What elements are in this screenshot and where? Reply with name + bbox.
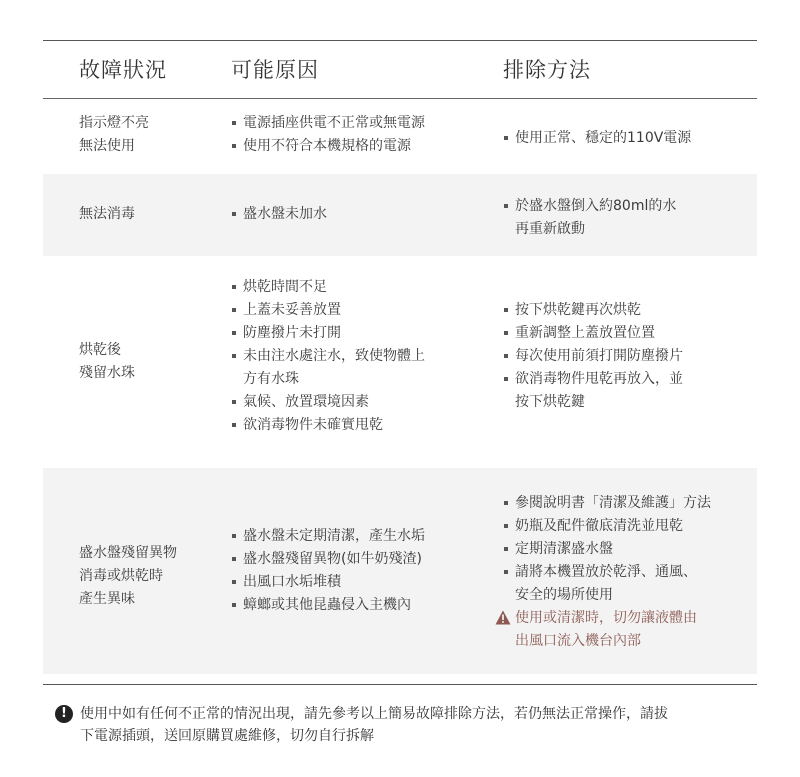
list-item: 於盛水盤倒入約80ml的水 再重新啟動 [503,195,676,241]
header-cause: 可能原因 [231,58,319,82]
symptom-cell [79,112,149,158]
list-item: 使用正常、穩定的110V電源 [503,127,691,150]
symptom-line: 殘留水珠 [79,365,135,381]
exclamation-circle-icon: ! [55,705,73,723]
symptom-line: 無法消毒 [79,206,135,222]
note-line: 使用中如有任何不正常的情況出現，請先參考以上簡易故障排除方法，若仍無法正常操作，請拔 [80,706,668,722]
solutions-cell [503,299,683,414]
list-item: 氣候、放置環境因素 [231,391,425,414]
symptom-line: 產生異味 [79,591,135,607]
solutions-cell [503,195,676,241]
header-solution: 排除方法 [503,58,591,82]
causes-cell [231,112,425,158]
note-text [55,703,755,747]
solutions-cell [503,127,691,150]
solutions-cell [503,492,711,653]
list-item: 未由注水處注水，致使物體上 方有水珠 [231,345,425,391]
list-item: 上蓋未妥善放置 [231,299,425,322]
warning-line: 出風口流入機台內部 [515,633,641,649]
list-item: 定期清潔盛水盤 [503,538,711,561]
list-item: 盛水盤未加水 [231,203,327,226]
list-item: 盛水盤未定期清潔，產生水垢 [231,525,425,548]
note-line: 下電源插頭，送回原購買處維修，切勿自行拆解 [80,728,374,744]
list-item: 防塵撥片未打開 [231,322,425,345]
list-item: 欲消毒物件甩乾再放入，並 按下烘乾鍵 [503,368,683,414]
symptom-cell [79,203,135,226]
list-item: 蟑螂或其他昆蟲侵入主機內 [231,594,425,617]
header-symptom: 故障狀況 [79,58,167,82]
warning-note [503,607,711,653]
causes-cell [231,276,425,437]
symptom-cell [79,542,177,611]
list-item: 使用不符合本機規格的電源 [231,135,425,158]
symptom-line: 消毒或烘乾時 [79,568,163,584]
causes-cell [231,525,425,617]
table-row [43,174,757,256]
list-item: 出風口水垢堆積 [231,571,425,594]
list-item: 重新調整上蓋放置位置 [503,322,683,345]
list-item: 奶瓶及配件徹底清洗並甩乾 [503,515,711,538]
table-row [43,256,757,468]
list-item: 每次使用前須打開防塵撥片 [503,345,683,368]
table-row [43,99,757,174]
list-item: 盛水盤殘留異物(如牛奶殘渣) [231,548,425,571]
list-item: 按下烘乾鍵再次烘乾 [503,299,683,322]
warning-triangle-icon [495,610,511,625]
table-top-rule [43,40,757,41]
symptom-line: 無法使用 [79,138,135,154]
warning-line: 使用或清潔時，切勿讓液體由 [515,610,697,626]
symptom-line: 盛水盤殘留異物 [79,545,177,561]
footer-note [55,703,755,747]
symptom-cell [79,339,135,385]
list-item: 烘乾時間不足 [231,276,425,299]
causes-cell [231,203,327,226]
list-item: 電源插座供電不正常或無電源 [231,112,425,135]
list-item: 參閱說明書「清潔及維護」方法 [503,492,711,515]
table-bottom-rule [43,684,757,685]
list-item: 請將本機置放於乾淨、通風、 安全的場所使用 [503,561,711,607]
table-row [43,468,757,674]
list-item: 欲消毒物件未確實甩乾 [231,414,425,437]
symptom-line: 指示燈不亮 [79,115,149,131]
symptom-line: 烘乾後 [79,342,121,358]
